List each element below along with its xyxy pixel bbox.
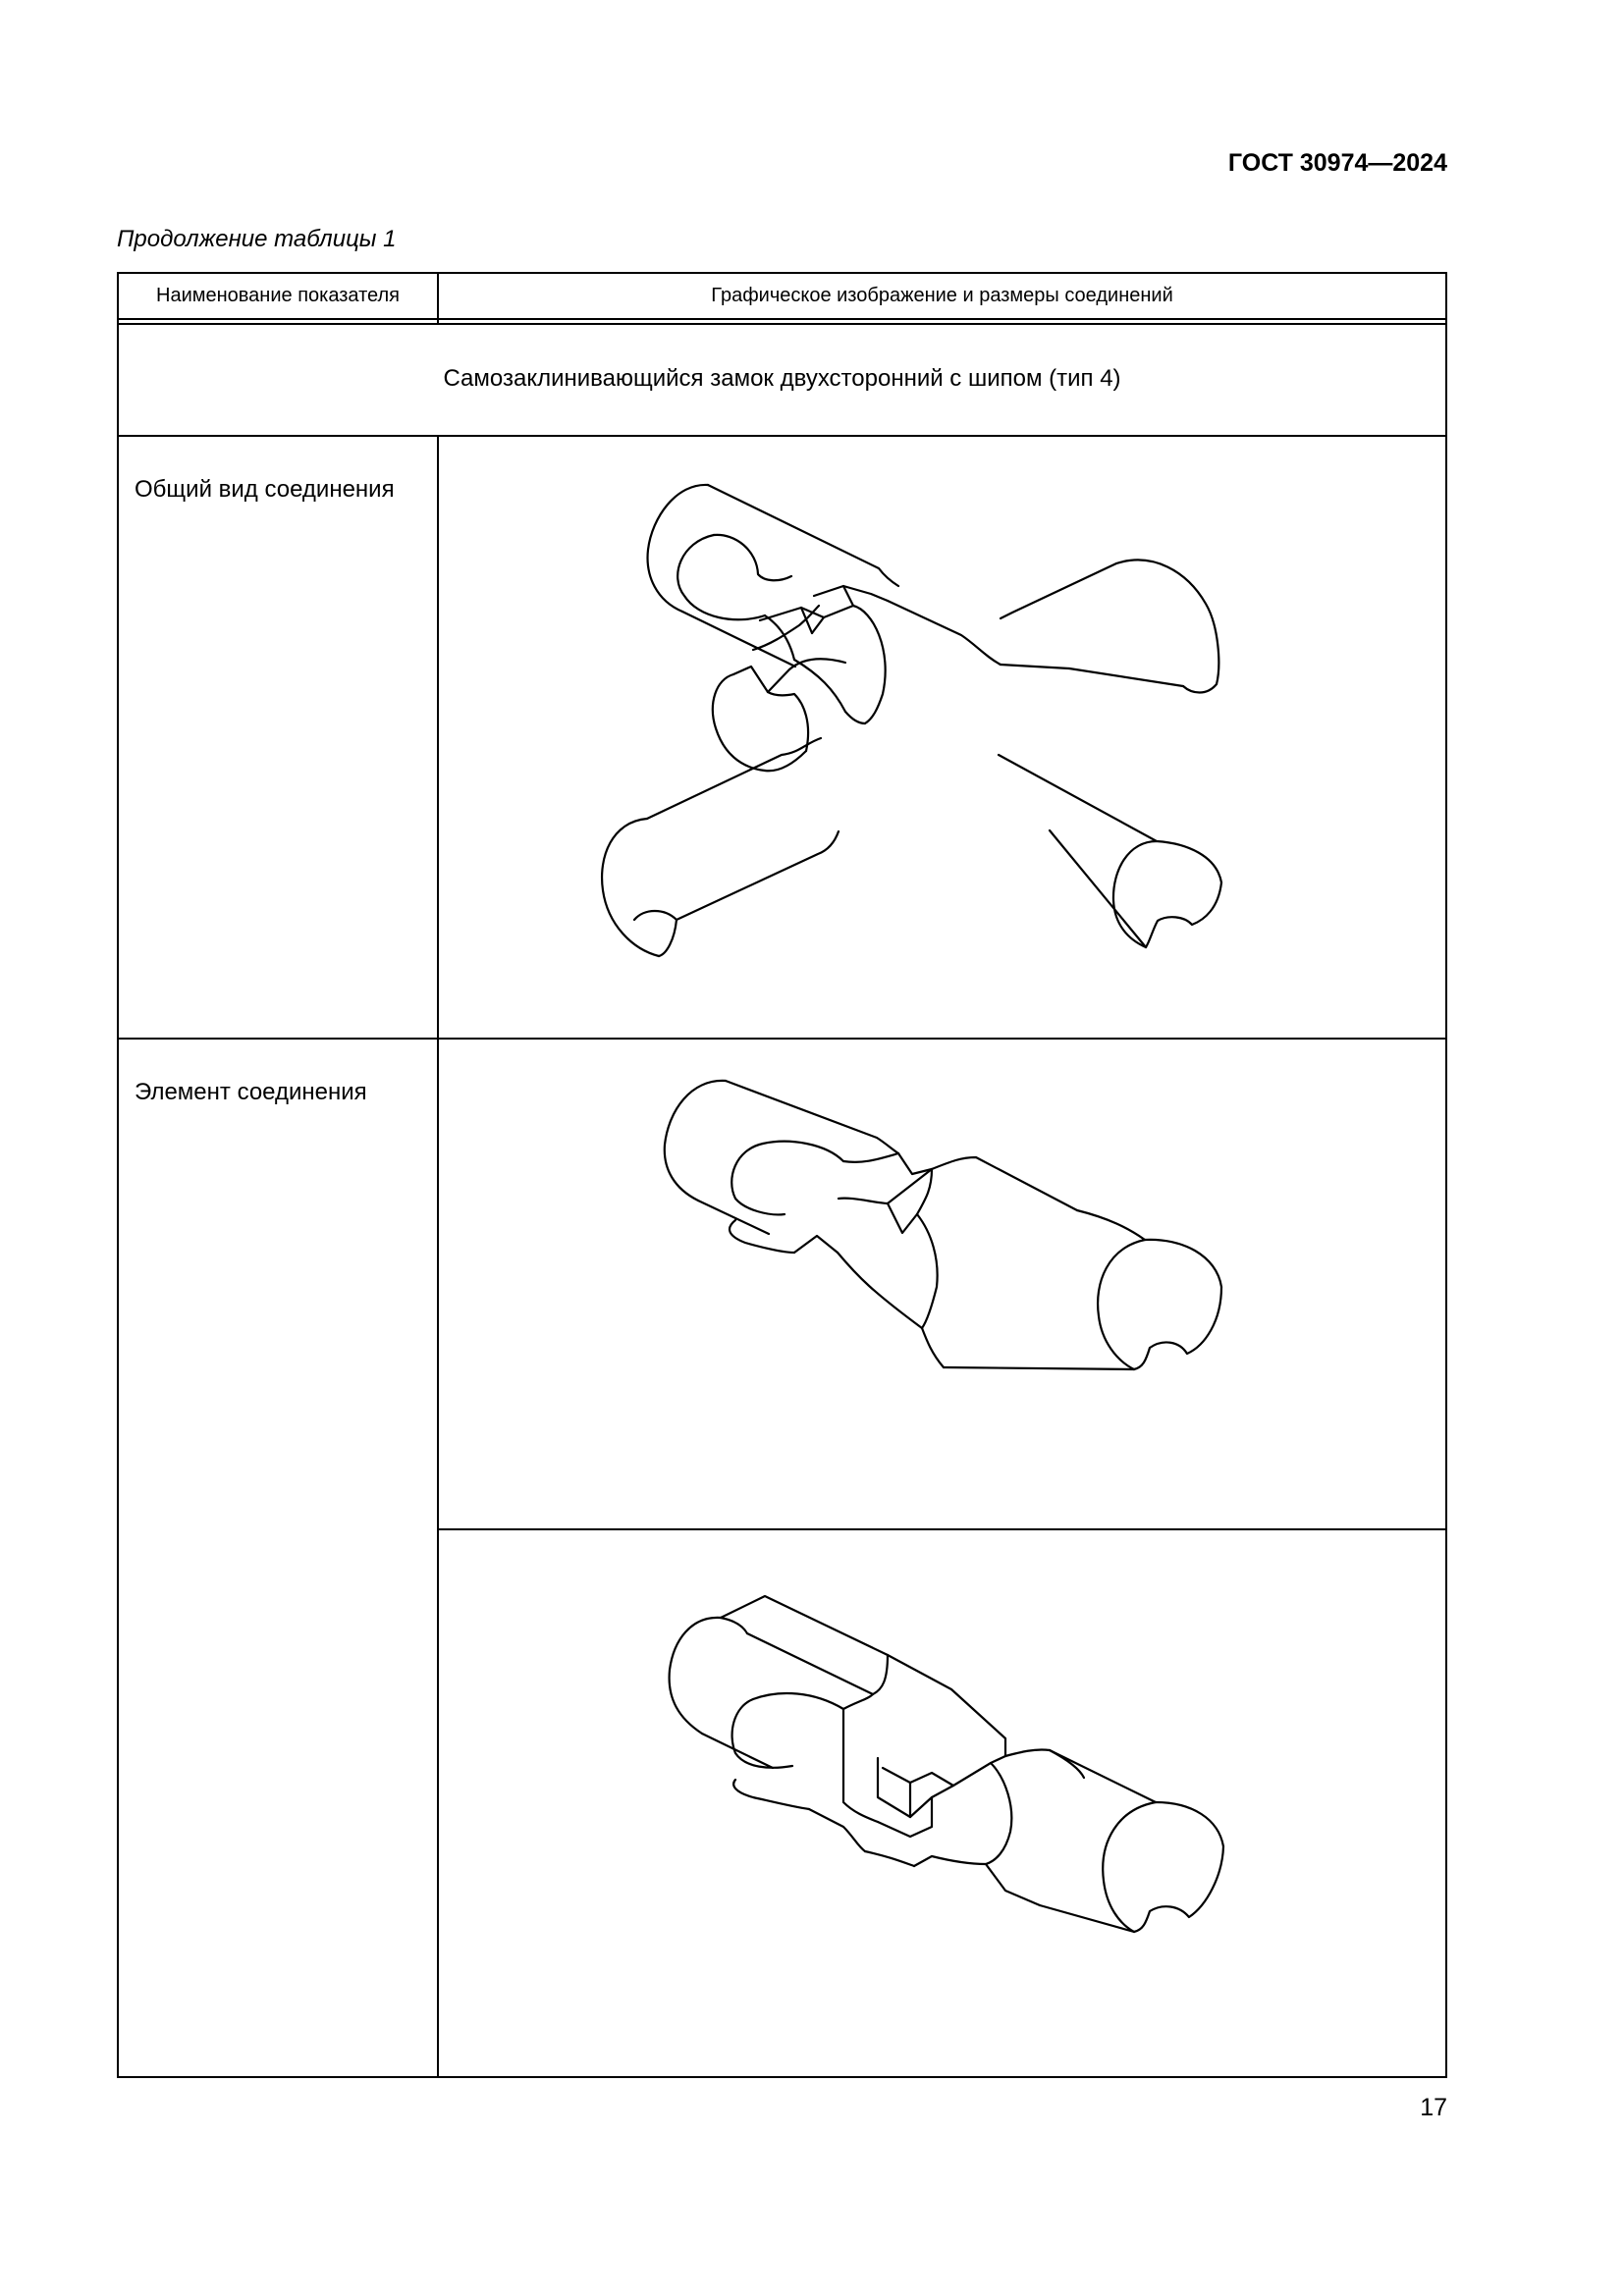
joint-general-view-drawing [441, 439, 1447, 1034]
page-number: 17 [1420, 2094, 1447, 2121]
row-divider [119, 1038, 1445, 1040]
title-divider [119, 435, 1445, 437]
column-divider [437, 435, 439, 2076]
joint-element-rear-drawing [441, 1532, 1447, 2076]
standard-number: ГОСТ 30974—2024 [1227, 149, 1447, 177]
data-table [117, 272, 1447, 2078]
section-title: Самозаклинивающийся замок двухсторонний с шипом (тип 4) [443, 365, 1121, 392]
col-header-indicator-name: Наименование показателя [156, 285, 400, 306]
joint-element-front-drawing [441, 1041, 1447, 1526]
header-divider [119, 318, 1445, 320]
table-continuation-caption: Продолжение таблицы 1 [117, 226, 397, 252]
subrow-divider [437, 1528, 1445, 1530]
row-label-joint-element: Элемент соединения [135, 1079, 367, 1105]
col-header-graphic-representation: Графическое изображение и размеры соединений [711, 285, 1173, 306]
row-label-general-view: Общий вид соединения [135, 476, 395, 503]
